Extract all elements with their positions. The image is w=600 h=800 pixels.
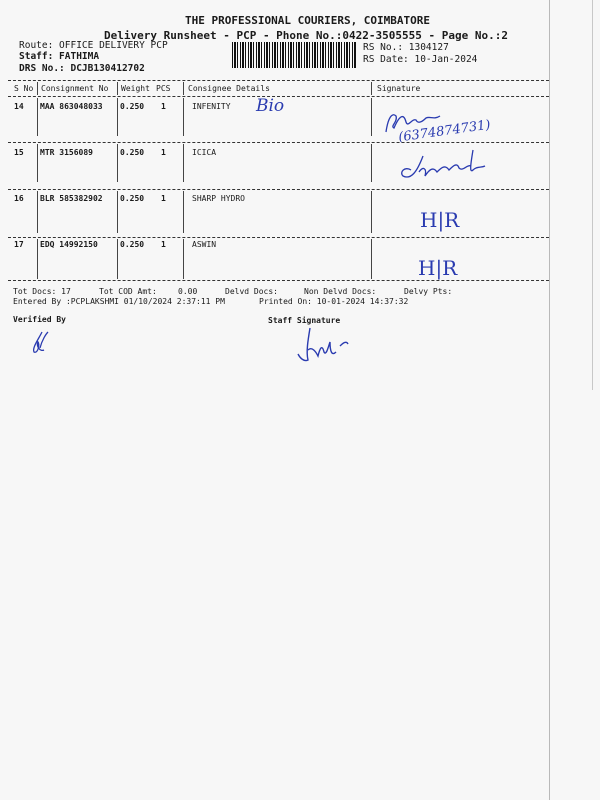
column-header-weight: Weight xyxy=(121,84,150,93)
column-divider xyxy=(183,239,184,279)
column-header-consignment: Consignment No xyxy=(41,84,109,93)
entered-by: Entered By :PCPLAKSHMI 01/10/2024 2:37:11 PM xyxy=(13,297,225,306)
column-divider xyxy=(371,239,372,279)
column-header-sno: S No xyxy=(14,84,34,93)
route-label: Route: OFFICE DELIVERY PCP xyxy=(19,40,168,51)
column-header-consignee: Consignee Details xyxy=(188,84,270,93)
row-14-consignee: INFENITY xyxy=(192,102,231,111)
non-delivered-docs: Non Delvd Docs: xyxy=(304,287,377,296)
total-cod-label: Tot COD Amt: xyxy=(99,287,157,296)
rs-date: RS Date: 10-Jan-2024 xyxy=(363,54,478,65)
row-15-pcs: 1 xyxy=(161,148,166,157)
column-header-signature: Signature xyxy=(377,84,421,93)
row-16-consignee: SHARP HYDRO xyxy=(192,194,245,203)
column-divider xyxy=(183,144,184,182)
column-divider xyxy=(371,144,372,182)
column-divider xyxy=(183,98,184,136)
row-14-consignment: MAA 863048033 xyxy=(40,102,103,111)
divider xyxy=(8,80,549,81)
row-15-consignee: ICICA xyxy=(192,148,217,157)
column-divider xyxy=(117,191,118,233)
total-docs: Tot Docs: 17 xyxy=(13,287,71,296)
row-15-weight: 0.250 xyxy=(120,148,145,157)
divider xyxy=(8,280,549,281)
row-17-consignee: ASWIN xyxy=(192,240,217,249)
divider xyxy=(8,189,549,190)
runsheet-title: Delivery Runsheet - PCP - Phone No.:0422-3505555 - Page No.:2 xyxy=(104,29,508,42)
verified-by-signature xyxy=(28,330,52,356)
paper-edge-secondary xyxy=(592,0,593,390)
row-16-signature: H|R xyxy=(420,208,460,232)
staff-signature-label: Staff Signature xyxy=(268,316,341,325)
column-divider xyxy=(371,191,372,233)
paper-edge xyxy=(549,0,550,800)
row-14-sno: 14 xyxy=(14,102,24,111)
column-divider xyxy=(37,98,38,136)
column-divider xyxy=(371,98,372,136)
column-divider xyxy=(371,82,372,95)
divider xyxy=(8,142,549,143)
total-cod-value: 0.00 xyxy=(178,287,198,296)
row-14-phone-note: (6374874731) xyxy=(397,117,492,146)
divider xyxy=(8,237,549,238)
drs-number: DRS No.: DCJB130412702 xyxy=(19,63,145,74)
column-divider xyxy=(117,82,118,95)
column-header-pcs: PCS xyxy=(156,84,171,93)
row-17-weight: 0.250 xyxy=(120,240,145,249)
row-15-signature xyxy=(393,146,488,188)
row-16-pcs: 1 xyxy=(161,194,166,203)
column-divider xyxy=(117,144,118,182)
row-14-pcs: 1 xyxy=(161,102,166,111)
column-divider xyxy=(183,191,184,233)
column-divider xyxy=(117,239,118,279)
row-16-weight: 0.250 xyxy=(120,194,145,203)
staff-signature xyxy=(290,326,360,368)
column-divider xyxy=(37,239,38,279)
company-name: THE PROFESSIONAL COURIERS, COIMBATORE xyxy=(185,14,431,27)
row-17-sno: 17 xyxy=(14,240,24,249)
column-divider xyxy=(37,144,38,182)
column-divider xyxy=(183,82,184,95)
row-15-consignment: MTR 3156089 xyxy=(40,148,93,157)
row-17-pcs: 1 xyxy=(161,240,166,249)
row-15-sno: 15 xyxy=(14,148,24,157)
row-17-signature: H|R xyxy=(418,256,458,280)
staff-label: Staff: FATHIMA xyxy=(19,51,100,62)
verified-by-label: Verified By xyxy=(13,315,66,324)
printed-on: Printed On: 10-01-2024 14:37:32 xyxy=(259,297,409,306)
column-divider xyxy=(117,98,118,136)
delivered-docs: Delvd Docs: xyxy=(225,287,278,296)
row-14-handwritten-note: Bio xyxy=(256,96,285,116)
row-16-consignment: BLR 585382902 xyxy=(40,194,103,203)
row-16-sno: 16 xyxy=(14,194,24,203)
column-divider xyxy=(37,191,38,233)
barcode xyxy=(232,42,356,68)
column-divider xyxy=(37,82,38,95)
rs-number: RS No.: 1304127 xyxy=(363,42,449,53)
delivery-points: Delvy Pts: xyxy=(404,287,453,296)
row-14-weight: 0.250 xyxy=(120,102,145,111)
row-17-consignment: EDQ 14992150 xyxy=(40,240,98,249)
